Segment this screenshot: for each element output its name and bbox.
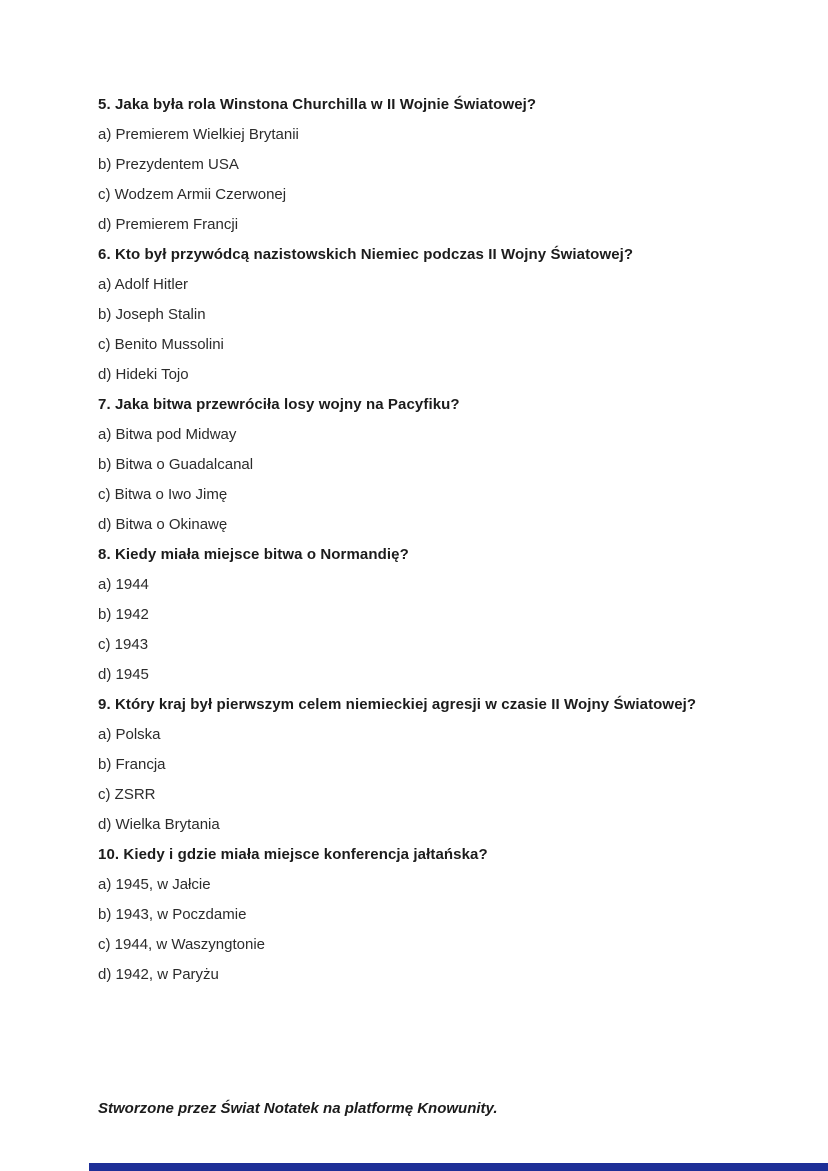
quiz-content <box>98 89 788 989</box>
answer-option: b) 1942 <box>98 605 149 623</box>
answer-option: b) Prezydentem USA <box>98 155 239 173</box>
answer-option: c) 1944, w Waszyngtonie <box>98 935 266 953</box>
question-title: 9. Który kraj był pierwszym celem niemieckiej agresji w czasie II Wojny Światowej? <box>98 695 697 713</box>
answer-option: a) 1945, w Jałcie <box>98 875 211 893</box>
answer-option: a) Bitwa pod Midway <box>98 425 237 443</box>
answer-option: c) Wodzem Armii Czerwonej <box>98 185 287 203</box>
question-block <box>98 689 788 839</box>
answer-option: a) Premierem Wielkiej Brytanii <box>98 125 299 143</box>
answer-option: b) Bitwa o Guadalcanal <box>98 455 254 473</box>
answer-option: b) Francja <box>98 755 166 773</box>
answer-option: d) 1945 <box>98 665 149 683</box>
answer-option: c) 1943 <box>98 635 149 653</box>
question-block <box>98 839 788 989</box>
question-block <box>98 239 788 389</box>
answer-option: d) Wielka Brytania <box>98 815 220 833</box>
question-title: 7. Jaka bitwa przewróciła losy wojny na Pacyfiku? <box>98 395 460 413</box>
footer-attribution: Stworzone przez Świat Notatek na platformę Knowunity. <box>98 1100 498 1117</box>
question-title: 6. Kto był przywódcą nazistowskich Niemiec podczas II Wojny Światowej? <box>98 245 634 263</box>
answer-option: a) Adolf Hitler <box>98 275 189 293</box>
question-title: 5. Jaka była rola Winstona Churchilla w II Wojnie Światowej? <box>98 95 537 113</box>
answer-option: d) Hideki Tojo <box>98 365 189 383</box>
answer-option: d) Bitwa o Okinawę <box>98 515 228 533</box>
answer-option: b) 1943, w Poczdamie <box>98 905 247 923</box>
question-block <box>98 539 788 689</box>
question-title: 10. Kiedy i gdzie miała miejsce konferencja jałtańska? <box>98 845 488 863</box>
answer-option: c) Benito Mussolini <box>98 335 224 353</box>
answer-option: c) Bitwa o Iwo Jimę <box>98 485 228 503</box>
bottom-accent-bar <box>89 1163 828 1171</box>
answer-option: d) Premierem Francji <box>98 215 239 233</box>
answer-option: d) 1942, w Paryżu <box>98 965 219 983</box>
answer-option: c) ZSRR <box>98 785 156 803</box>
answer-option: b) Joseph Stalin <box>98 305 206 323</box>
question-block <box>98 89 788 239</box>
answer-option: a) 1944 <box>98 575 149 593</box>
question-title: 8. Kiedy miała miejsce bitwa o Normandię? <box>98 545 409 563</box>
answer-option: a) Polska <box>98 725 161 743</box>
question-block <box>98 389 788 539</box>
